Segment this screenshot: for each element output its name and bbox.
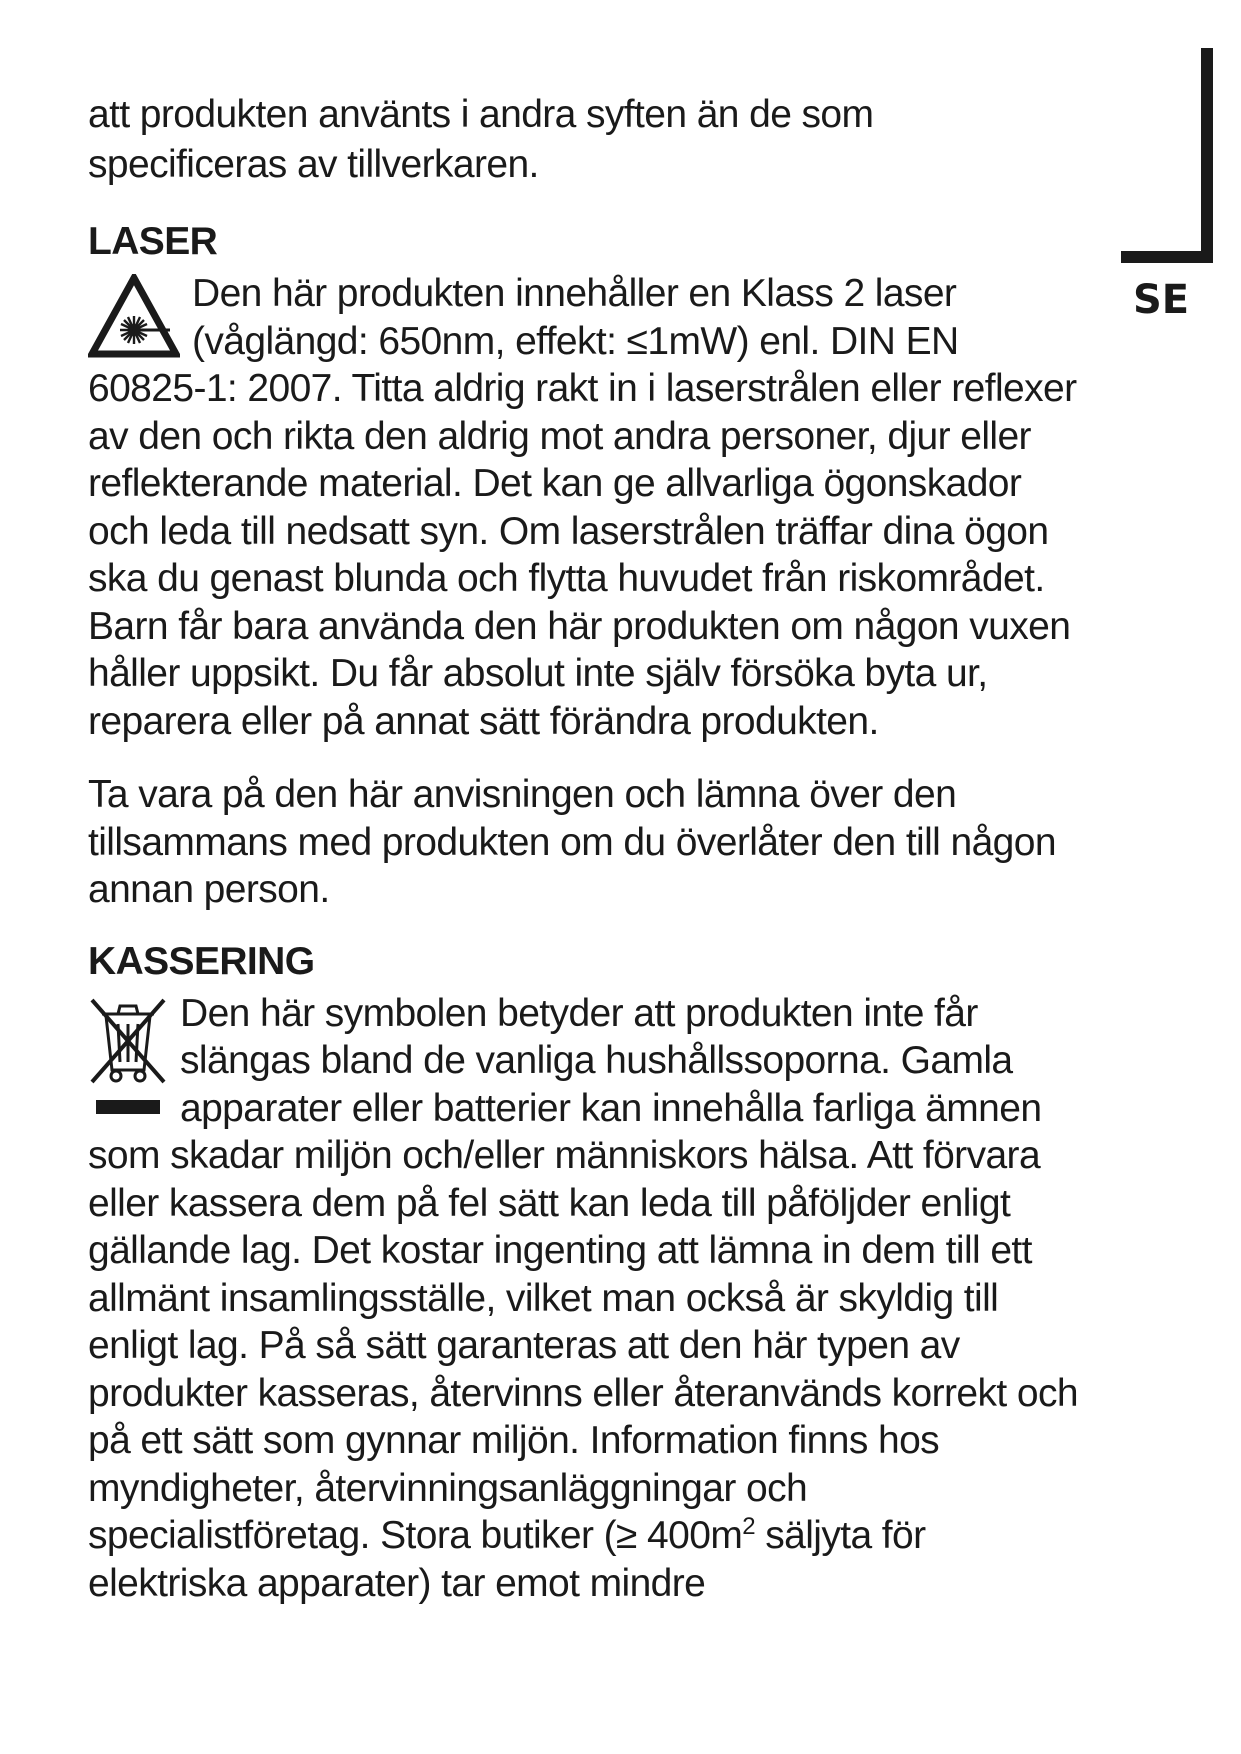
laser-warning-icon xyxy=(88,274,180,358)
disposal-paragraph xyxy=(88,990,1078,1608)
disposal-paragraph-tail: säljyta för elektriska apparater) tar emot mindre xyxy=(88,1514,926,1605)
superscript-two: 2 xyxy=(742,1513,755,1540)
laser-paragraph-text: Den här produkten innehåller en Klass 2 laser (våglängd: 650nm, effekt: ≤1mW) enl. DIN EN 60825-1: 2007. Titta aldrig rakt in i laserstrålen eller reflexer av den och rikta den aldrig mot andra personer, djur eller reflekterande material. Det kan ge allvarliga ögonskador och leda till nedsatt syn. Om laserstrålen träffar dina ögon ska du genast blunda och flytta huvudet från riskområdet. Barn får bara använda den här produkten om någon vuxen håller uppsikt. Du får absolut inte själv försöka byta ur, reparera eller på annat sätt förändra produkten. xyxy=(88,272,1077,743)
document-page xyxy=(88,90,1078,1633)
laser-paragraph xyxy=(88,270,1078,745)
language-tag: SE xyxy=(1133,277,1190,323)
keep-instructions-paragraph: Ta vara på den här anvisningen och lämna över den tillsammans med produkten om du överlåter den till någon annan person. xyxy=(88,773,1056,911)
disposal-section xyxy=(88,940,1078,1608)
crossed-out-bin-icon xyxy=(88,992,168,1120)
laser-section xyxy=(88,220,1078,914)
disposal-paragraph-text: Den här symbolen betyder att produkten inte får slängas bland de vanliga hushållssoporna. Gamla apparater eller batterier kan innehålla farliga ämnen som skadar miljön och/eller människors hälsa. Att förvara eller kassera dem på fel sätt kan leda till påföljder enligt gällande lag. Det kostar ingenting att lämna in dem till ett allmänt insamlingsställe, vilket man också är skyldig till enligt lag. På så sätt garanteras att den här typen av produkter kasseras, återvinns eller återanvänds korrekt och på ett sätt som gynnar miljön. Information finns hos myndigheter, återvinningsanläggningar och specialistföretag. Stora butiker (≥ 400m xyxy=(88,991,1078,1557)
disposal-heading: KASSERING xyxy=(88,939,315,983)
laser-heading: LASER xyxy=(88,220,218,263)
page-corner-mark xyxy=(1121,48,1213,263)
intro-text: att produkten använts i andra syften än de som specificeras av tillverkaren. xyxy=(88,93,874,186)
